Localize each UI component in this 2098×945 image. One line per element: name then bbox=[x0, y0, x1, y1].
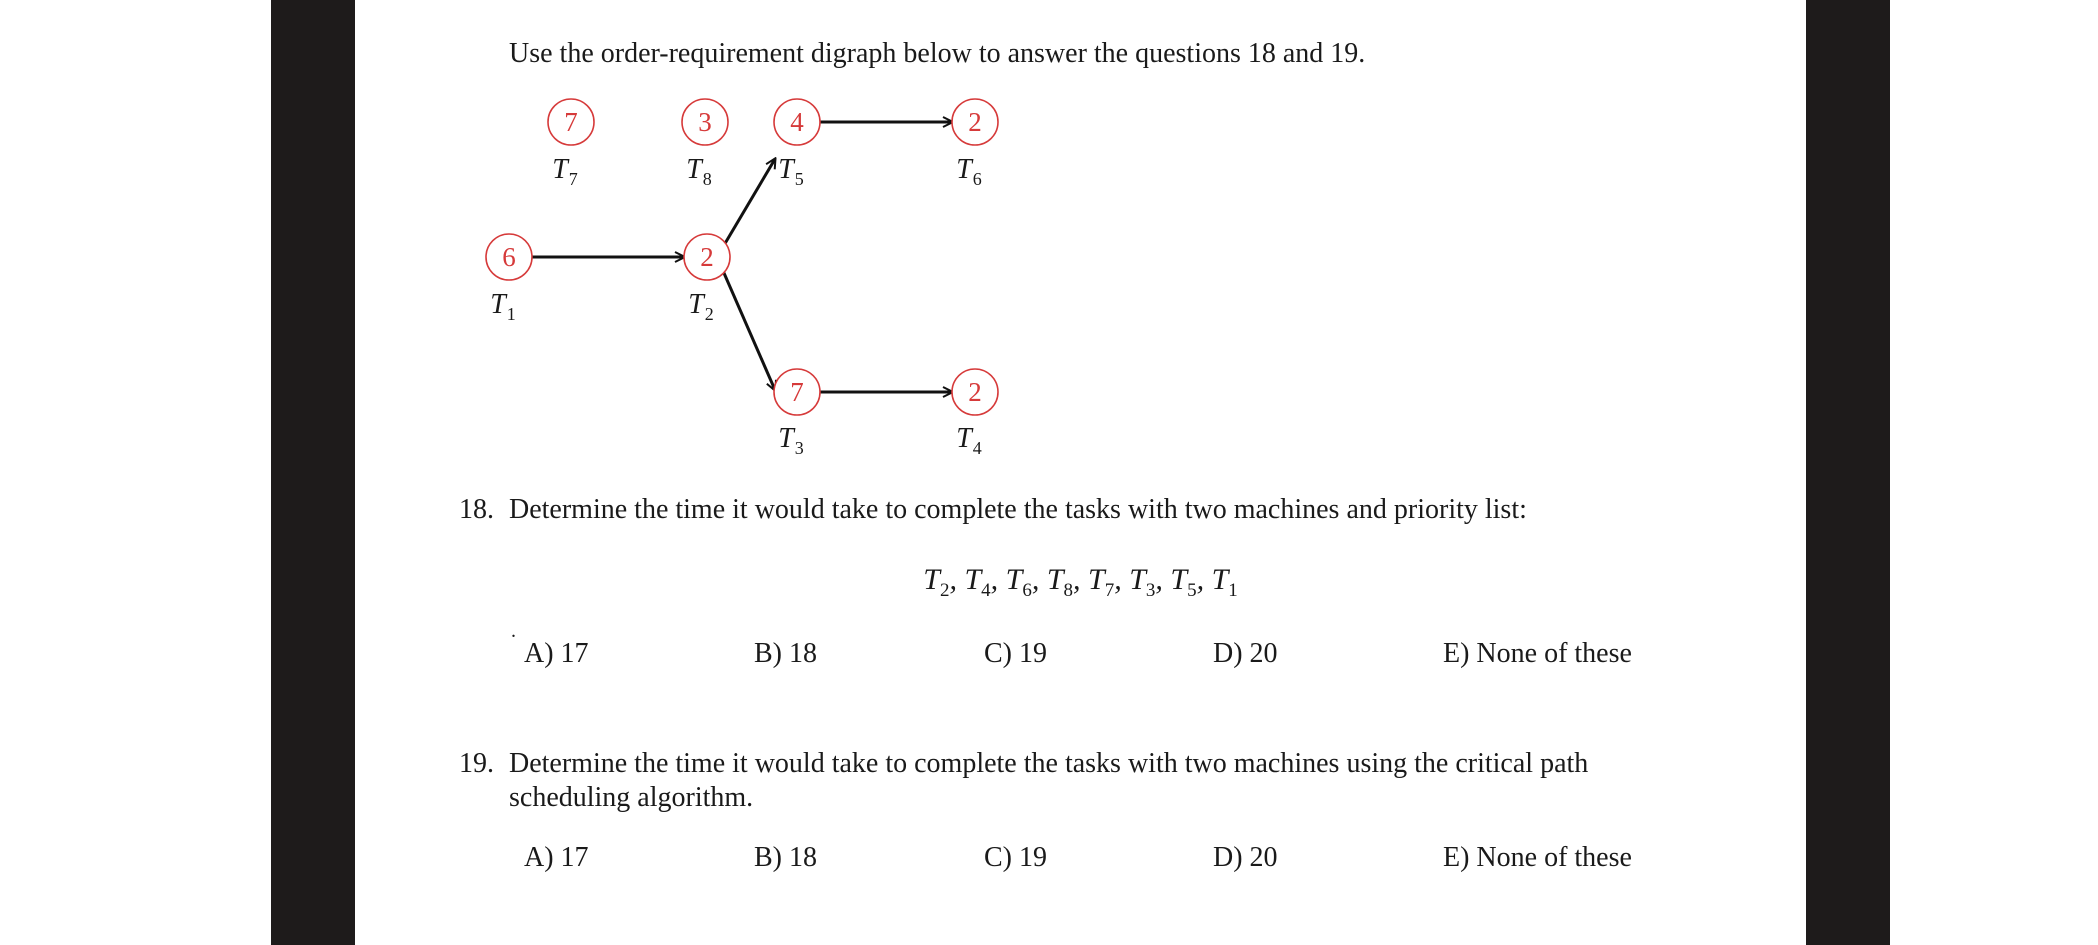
priority-list: $T_2$, $T_4$, $T_6$, $T_8$, $T_7$, $T_3$, $T_5$, $T_1$ bbox=[923, 563, 1238, 601]
node-T4 bbox=[952, 369, 998, 458]
node-T1 bbox=[486, 234, 532, 324]
node-T2-value: 2 bbox=[700, 242, 714, 272]
q19-option-c: C) 19 bbox=[984, 842, 1047, 873]
node-T4-value: 2 bbox=[968, 377, 982, 407]
q19-option-e: E) None of these bbox=[1443, 842, 1632, 873]
node-T8 bbox=[682, 99, 728, 189]
node-T1-label: $T_1$ bbox=[490, 289, 516, 324]
node-T7 bbox=[548, 99, 594, 189]
question-18-text: Determine the time it would take to complete the tasks with two machines and priority list: bbox=[509, 494, 1527, 525]
q19-option-a: A) 17 bbox=[524, 842, 589, 873]
question-19-text-continued: scheduling algorithm. bbox=[509, 782, 754, 813]
node-T3-label: $T_3$ bbox=[778, 423, 804, 458]
node-T7-label: $T_7$ bbox=[552, 154, 578, 189]
node-T6-label: $T_6$ bbox=[956, 154, 982, 189]
priority-item: $T_3$ bbox=[1129, 563, 1156, 601]
node-T1-value: 6 bbox=[502, 242, 516, 272]
priority-item: $T_2$ bbox=[923, 563, 950, 601]
priority-item: $T_6$ bbox=[1005, 563, 1032, 601]
order-requirement-digraph bbox=[485, 85, 1045, 475]
node-T2 bbox=[684, 234, 730, 324]
priority-item: $T_1$ bbox=[1211, 563, 1238, 601]
question-19-text: Determine the time it would take to complete the tasks with two machines using the critical path bbox=[509, 748, 1589, 779]
stray-dot: . bbox=[511, 620, 516, 642]
right-margin-bar bbox=[1806, 0, 1890, 945]
node-T6-value: 2 bbox=[968, 107, 982, 137]
q18-option-e: E) None of these bbox=[1443, 638, 1632, 669]
node-T8-label: $T_8$ bbox=[686, 154, 712, 189]
document-page bbox=[355, 0, 1806, 945]
q18-option-a: A) 17 bbox=[524, 638, 589, 669]
q18-option-b: B) 18 bbox=[754, 638, 817, 669]
priority-item: $T_8$ bbox=[1046, 563, 1073, 601]
node-T7-value: 7 bbox=[564, 107, 578, 137]
node-T8-value: 3 bbox=[698, 107, 712, 137]
node-T2-label: $T_2$ bbox=[688, 289, 714, 324]
node-T5-value: 4 bbox=[790, 107, 804, 137]
question-18-number: 18. bbox=[459, 494, 494, 525]
q19-option-b: B) 18 bbox=[754, 842, 817, 873]
question-19-number: 19. bbox=[459, 748, 494, 779]
node-T5-label: $T_5$ bbox=[778, 154, 804, 189]
node-T5 bbox=[774, 99, 820, 189]
node-T6 bbox=[952, 99, 998, 189]
q18-option-c: C) 19 bbox=[984, 638, 1047, 669]
q19-option-d: D) 20 bbox=[1213, 842, 1278, 873]
edge-T2-T3 bbox=[717, 257, 775, 390]
priority-item: $T_5$ bbox=[1170, 563, 1197, 601]
intro-text: Use the order-requirement digraph below to answer the questions 18 and 19. bbox=[509, 38, 1366, 69]
node-T3-value: 7 bbox=[790, 377, 804, 407]
priority-item: $T_4$ bbox=[964, 563, 991, 601]
q18-option-d: D) 20 bbox=[1213, 638, 1278, 669]
priority-item: $T_7$ bbox=[1088, 563, 1115, 601]
node-T4-label: $T_4$ bbox=[956, 423, 982, 458]
node-T3 bbox=[774, 369, 820, 458]
left-margin-bar bbox=[271, 0, 355, 945]
